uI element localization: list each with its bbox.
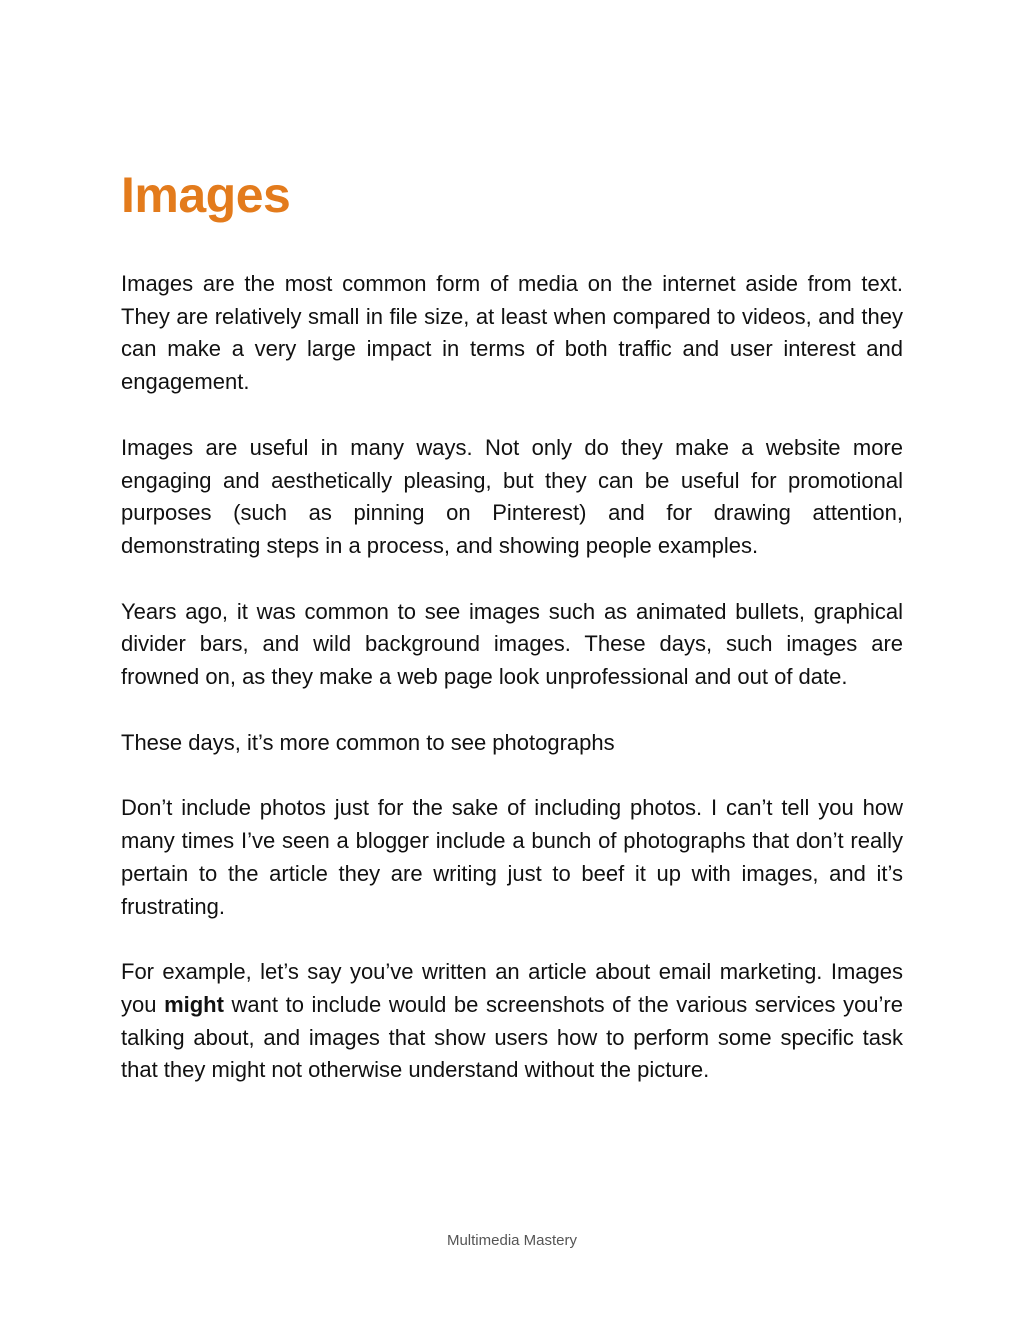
paragraph-5: Don’t include photos just for the sake of including photos. I can’t tell you how many times I’ve seen a blogger include a bunch of photographs that don’t really pertain to the article they are writing just to beef it up with images, and it’s frustrating. <box>121 795 903 919</box>
paragraph-4: These days, it’s more common to see photographs <box>121 729 615 755</box>
paragraph-6-end: want to include would be screenshots of the various services you’re talking about, and images that show users how to perform some specific task that they might not otherwise understand without the picture. <box>121 991 903 1083</box>
paragraph-6-start: For example, let’s say you’ve written an article about email marketing. Images you <box>121 959 903 1017</box>
emphasis-might: might <box>164 991 224 1017</box>
paragraph-6 <box>121 956 903 1087</box>
document-page <box>121 0 903 1325</box>
paragraph-3: Years ago, it was common to see images such as animated bullets, graphical divider bars, and wild background images. These days, such images are frowned on, as they make a web page look unprofessional and out of date. <box>121 598 903 690</box>
page-footer: Multimedia Mastery <box>446 1232 578 1249</box>
page-title: Images <box>121 167 291 223</box>
body-text <box>121 268 903 1120</box>
paragraph-2: Images are useful in many ways. Not only do they make a website more engaging and aesthetically pleasing, but they can be useful for promotional purposes (such as pinning on Pinterest) and for drawing attention, demonstrating steps in a process, and showing people examples. <box>121 434 903 558</box>
paragraph-1: Images are the most common form of media on the internet aside from text. They are relatively small in file size, at least when compared to videos, and they can make a very large impact in terms of both traffic and user interest and engagement. <box>121 271 903 395</box>
